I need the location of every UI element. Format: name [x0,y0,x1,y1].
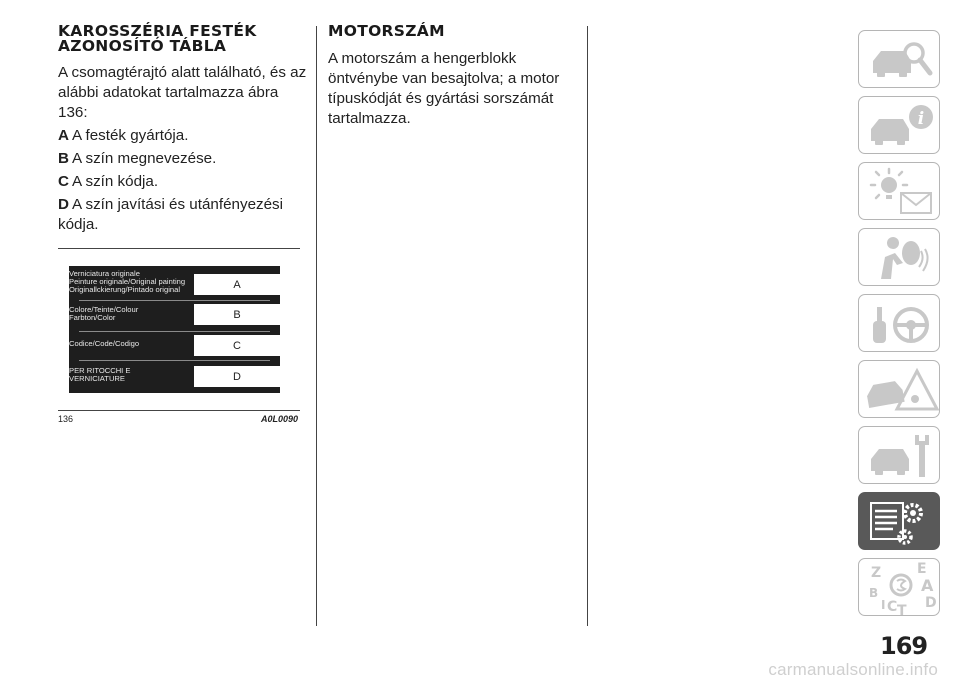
left-column [58,24,308,235]
column-divider [587,26,588,626]
plate-box-b: B [194,304,280,325]
technical-specs-gear-icon [859,493,941,551]
index-letter: Z [871,565,882,581]
list-item [58,126,308,146]
plate-row-c [69,334,280,362]
plate-box-d: D [194,366,280,387]
alphabetical-index-icon [859,559,941,617]
figure-code: A0L0090 [261,414,299,424]
plate-box-a: A [194,274,280,295]
plate-separator [79,331,270,332]
item-letter: D [58,196,69,213]
plate-row-text [69,340,139,348]
index-letter: E [917,561,927,577]
intro-paragraph: A csomagtérajtó alatt található, és az alábbi adatokat tartalmazza ábra 136: [58,64,307,121]
svg-text:i: i [917,109,925,129]
plate-text-line: Colore/Teinte/Colour [69,305,139,314]
tab-warning-lights[interactable] [858,162,940,220]
tab-emergency[interactable] [858,360,940,418]
index-letter: A [921,576,934,595]
heading-line: AZONOSÍTÓ TÁBLA [58,37,227,55]
plate-text-line: VERNICIATURE [69,374,125,384]
tab-safety[interactable] [858,228,940,286]
right-column [328,24,578,129]
car-search-icon [859,31,941,89]
index-letter: T [897,603,907,617]
plate-text-line: Farbton/Color [69,313,116,323]
item-text: A festék gyártója. [71,127,189,144]
index-letter: B [869,586,879,600]
list-item [58,195,308,235]
figure-bottom-rule [58,410,300,411]
section-heading-paint-label [58,24,308,54]
item-letter: A [58,127,69,144]
plate-text-line: Codice/Code/Codigo [69,339,140,348]
plate-separator [79,300,270,301]
tab-starting-driving[interactable] [858,294,940,352]
plate-text-line: Peinture originale/Original painting [69,277,186,287]
index-letter: D [925,595,937,611]
tab-car-search[interactable] [858,30,940,88]
paint-identification-plate [69,266,280,393]
plate-box-c: C [194,335,280,356]
column-divider [316,26,317,626]
heading-line: KAROSSZÉRIA FESTÉK [58,22,257,40]
item-letter: B [58,150,69,167]
item-text: A szín kódja. [71,173,159,190]
figure-number: 136 [58,414,74,424]
tab-maintenance[interactable] [858,426,940,484]
engine-number-paragraph: A motorszám a hengerblokk öntvénybe van besajtolva; a motor típuskódját és gyártási sorszámát tartalmazza. [328,50,560,127]
item-letter: C [58,173,69,190]
index-letter: I [881,598,886,612]
tab-technical-specifications[interactable] [858,492,940,550]
index-letter: C [887,599,898,615]
car-warning-triangle-icon [859,361,941,419]
tab-car-info[interactable] [858,96,940,154]
plate-text-line: Originallckierung/Pintado original [69,285,181,295]
tab-index[interactable] [858,558,940,616]
car-info-icon [859,97,941,155]
warning-light-message-icon [859,163,941,221]
list-item [58,149,308,169]
car-wrench-icon [859,427,941,485]
list-item [58,172,308,192]
page-number: 169 [880,632,928,660]
item-text: A szín megnevezése. [71,150,217,167]
figure-top-rule [58,248,300,249]
plate-row-b [69,304,280,332]
key-steering-wheel-icon [859,295,941,353]
plate-row-text [69,270,185,295]
item-text: A szín javítási és utánfényezési kódja. [58,196,284,233]
plate-row-d [69,363,280,391]
plate-separator [79,360,270,361]
airbag-passenger-icon [859,229,941,287]
plate-row-text [69,367,130,383]
section-heading-engine-number: MOTORSZÁM [328,22,445,40]
plate-row-a [69,270,280,300]
plate-text-line: PER RITOCCHI E [69,366,131,375]
plate-text-line: Verniciatura originale [69,269,140,278]
watermark: carmanualsonline.info [768,660,938,679]
plate-row-text [69,306,138,322]
